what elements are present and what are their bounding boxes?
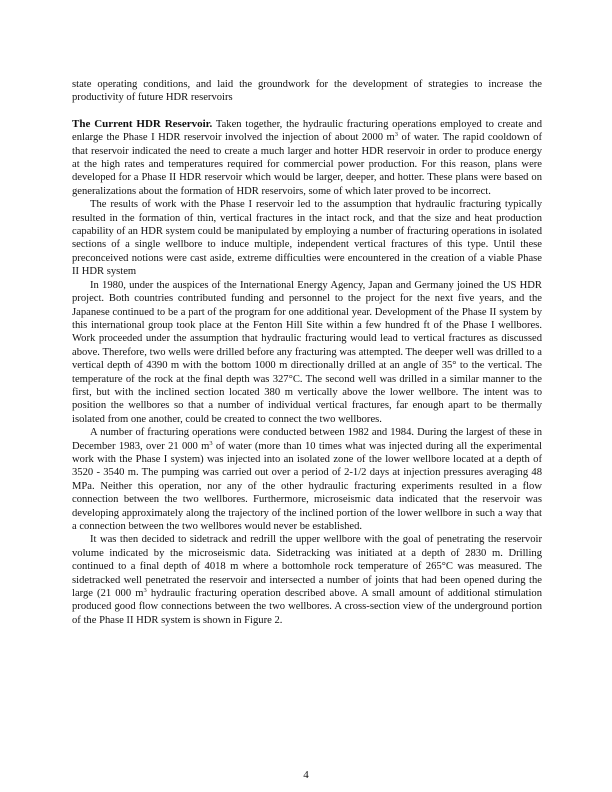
paragraph-text: hydraulic fracturing operation described above. A small amount of additional stimulation produced good flow connections between the two wellbores. A cross-section view of the underground portion of the Phase II HDR system is shown in Figure 2. xyxy=(72,588,542,626)
paragraph-text: of water (more than 10 times what was injected during all the experimental work with the Phase I system) was injected into an isolated zone of the lower wellbore located at a depth of 3520 - 3540 m. The pumping was carried out over a period of 2-1/2 days at injection pressures averaging 48 MPa. Neither this operation, nor any of the other hydraulic fracturing experiments resulted in a flow connection between the two wellbores. Furthermore, microseismic data indicated that the reservoir was developing approximately along the trajectory of the inclined portion of the lower wellbore in such a way that a connection between the two wellbores would never be established. xyxy=(72,440,542,532)
superscript: 3 xyxy=(209,439,213,447)
page-number: 4 xyxy=(303,769,309,781)
intro-paragraph: state operating conditions, and laid the groundwork for the development of strategies to increase the productivity of future HDR reservoirs xyxy=(72,79,542,104)
section-paragraph-current-hdr-reservoir xyxy=(72,118,542,198)
superscript: 3 xyxy=(394,131,399,139)
superscript: 3 xyxy=(143,587,147,595)
paragraph-text: of water. The rapid cooldown of that reservoir indicated the need to create a much larger and hotter HDR reservoir in order to produce energy at the high rates and temperatures required for commercial power production. For this reason, plans were developed for a Phase II HDR reservoir which would be larger, deeper, and hotter. These plans were based on generalizations about the formation of HDR reservoirs, some of which later proved to be incorrect. xyxy=(72,132,542,197)
paragraph-fracturing-operations xyxy=(72,426,542,533)
paragraph-text: Taken together, the hydraulic fracturing operations employed to create and enlarge the Phase I HDR reservoir involved the injection of about 2000 m xyxy=(72,118,543,144)
document-page xyxy=(72,78,542,627)
paragraph-phase-i-results: The results of work with the Phase I reservoir led to the assumption that hydraulic fracturing typically resulted in the formation of thin, vertical fractures in the intact rock, and that the size and heat production capability of an HDR system could be manipulated by employing a number of fracturing operations in isolated sections of a single wellbore to induce multiple, independent vertical fractures of this type. Until these preconceived notions were cast aside, extreme difficulties were encountered in the creation of a viable Phase II HDR system xyxy=(72,199,542,278)
section-heading: The Current HDR Reservoir. xyxy=(72,117,213,130)
paragraph-gap xyxy=(72,105,542,118)
paragraph-text: It was then decided to sidetrack and redrill the upper wellbore with the goal of penetrating the reservoir volume indicated by the microseismic data. Sidetracking was initiated at a depth of 2830 m. Drilling continued to a final depth of 4018 m where a bottomhole rock temperature of 265°C was measured. The sidetracked well penetrated the reservoir and intersected a number of joints that had been opened during the large (21 000 m xyxy=(72,534,542,600)
paragraph-sidetrack-redrill xyxy=(72,533,542,627)
paragraph-international-project: In 1980, under the auspices of the International Energy Agency, Japan and Germany joined the US HDR project. Both countries contributed funding and personnel to the project for the next five years, and the Japanese continued to be a part of the program for one additional year. Development of the Phase II system by this international group took place at the Fenton Hill Site within a few hundred ft of the Phase I wellbores. Work proceeded under the assumption that hydraulic fracturing would lead to vertical fractures as discussed above. Therefore, two wells were drilled before any fracturing was attempted. The deeper well was drilled to a vertical depth of 4390 m with the bottom 1000 m directionally drilled at an angle of 35° to the vertical. The temperature of the rock at the final depth was 327°C. The second well was drilled in a similar manner to the first, but with the inclined section located 380 m vertically above the lower wellbore. The intent was to position the wellbores so that a number of individual vertical fractures, far enough apart to be thermally isolated from one another, could be created to connect the two wellbores. xyxy=(72,279,542,425)
paragraph-text: A number of fracturing operations were conducted between 1982 and 1984. During the largest of these in December 1983, over 21 000 m xyxy=(72,427,542,452)
